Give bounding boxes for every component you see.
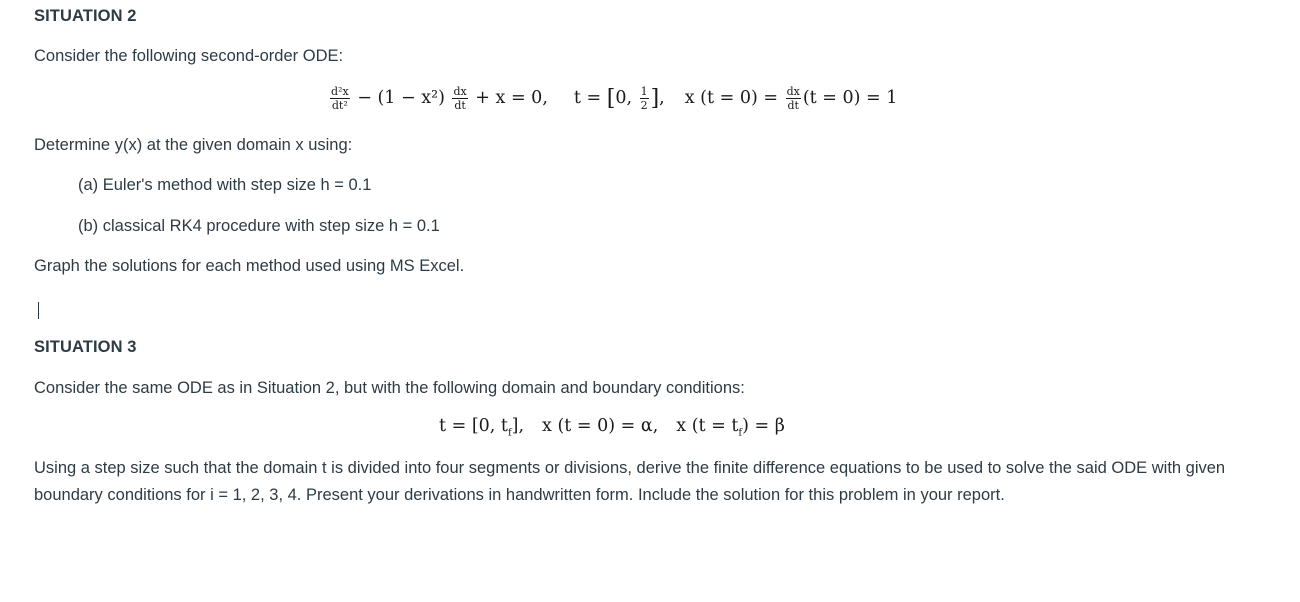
- ode-rest: + x = 0,: [469, 88, 548, 108]
- situation-2-intro: Consider the following second-order ODE:: [34, 47, 344, 65]
- initial-derivative-fraction: [786, 86, 801, 111]
- initial-condition-x: x (t = 0) =: [684, 88, 784, 108]
- situation-3-heading: SITUATION 3: [34, 338, 137, 356]
- part-a-text: (a) Euler's method with step size h = 0.1: [78, 176, 372, 194]
- determine-text: Determine y(x) at the given domain x using:: [34, 136, 353, 154]
- graph-instruction: Graph the solutions for each method used using MS Excel.: [34, 257, 465, 275]
- ode-equation: [328, 86, 897, 111]
- domain-close-bracket: ]: [650, 86, 660, 111]
- situation-3-intro: Consider the same ODE as in Situation 2, but with the following domain and boundary conditions:: [34, 379, 745, 397]
- fraction-numerator: 1: [640, 85, 648, 98]
- domain-open-bracket: [: [606, 86, 616, 111]
- second-derivative-fraction: [330, 86, 350, 111]
- boundary-equation: [439, 416, 785, 439]
- bvp-domain: t = [0, t: [439, 416, 508, 436]
- domain-prefix: t =: [573, 88, 607, 108]
- situation-2-heading: SITUATION 2: [34, 7, 137, 25]
- bvp-domain-close: ],: [511, 416, 525, 436]
- text-cursor[interactable]: [38, 302, 39, 319]
- fraction-numerator: d²x: [331, 85, 349, 98]
- first-derivative-fraction: [452, 86, 467, 111]
- fraction-numerator: dx: [453, 85, 467, 98]
- fraction-denominator: 2: [640, 99, 648, 112]
- initial-condition-derivative: (t = 0) = 1: [802, 88, 898, 108]
- boundary-condition-beta-end: ) = β: [742, 416, 785, 436]
- fraction-denominator: dt: [787, 99, 799, 112]
- subscript-f: f: [738, 427, 743, 439]
- domain-zero: 0,: [615, 88, 638, 108]
- fraction-numerator: dx: [786, 85, 800, 98]
- boundary-condition-beta-start: x (t = t: [676, 416, 739, 436]
- fraction-denominator: dt: [454, 99, 466, 112]
- fraction-denominator: dt²: [331, 99, 348, 112]
- part-b-text: (b) classical RK4 procedure with step size h = 0.1: [78, 217, 440, 235]
- boundary-condition-alpha: x (t = 0) = α,: [542, 416, 659, 436]
- domain-comma: ,: [659, 88, 665, 108]
- half-fraction: [640, 86, 649, 111]
- ode-middle-term: − (1 − x²): [351, 88, 451, 108]
- subscript-f: f: [507, 427, 512, 439]
- situation-3-paragraph: Using a step size such that the domain t is divided into four segments or divisions, derive the finite difference equations to be used to solve the said ODE with given boundary conditions for i = 1, 2, 3, 4. Present your derivations in handwritten form. Include the solution for this problem in your report.: [34, 459, 1226, 504]
